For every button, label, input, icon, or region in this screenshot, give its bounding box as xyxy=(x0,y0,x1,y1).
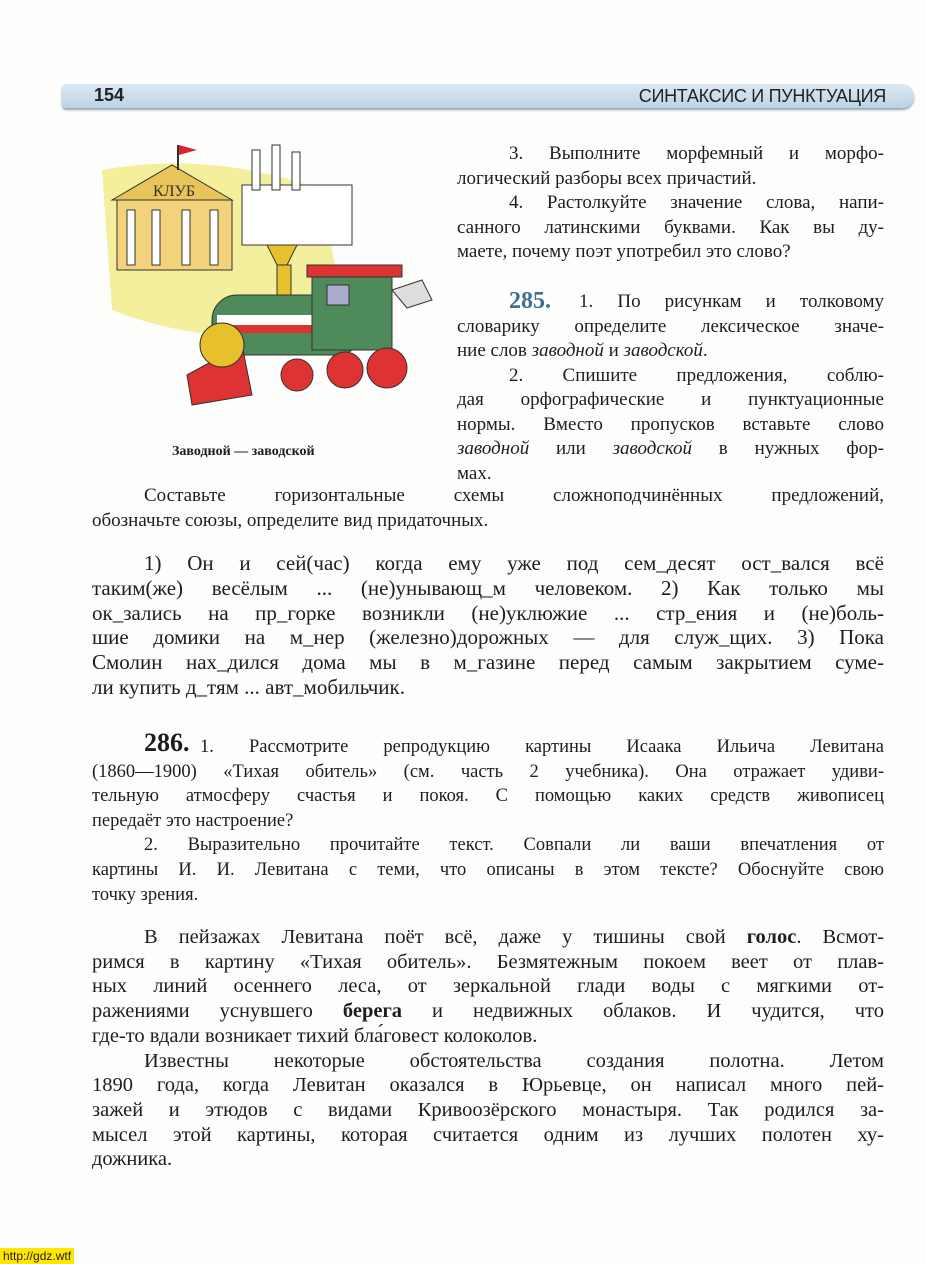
text-segment: мысел этой картины, которая считается одним из лучших полотен ху- xyxy=(92,1123,884,1146)
text-segment: логический разборы всех причастий. xyxy=(457,167,757,189)
text-segment: В пейзажах Левитана поёт всё, даже у тишины свой xyxy=(144,926,747,948)
text-segment: и xyxy=(603,340,624,361)
text-line xyxy=(92,925,884,950)
text-segment: тельную атмосферу счастья и покоя. С помощью каких средств живописец xyxy=(92,786,884,807)
text-segment: Известны некоторые обстоятельства создания полотна. Летом xyxy=(144,1049,884,1072)
text-line xyxy=(457,437,884,462)
text-segment: ок_зались на пр_горке возникли (не)уклюжие ... стр_ения и (не)боль- xyxy=(92,600,884,625)
text-segment: дая орфографические и пунктуационные xyxy=(457,389,884,410)
text-segment: обозначьте союзы, определите вид придаточных. xyxy=(92,510,489,531)
text-line xyxy=(92,650,884,675)
text-line xyxy=(92,833,884,858)
text-line xyxy=(92,576,884,601)
text-line xyxy=(92,508,884,533)
italic-word: заводной xyxy=(531,340,604,361)
text-segment: ных линий осеннего леса, от зеркальной глади воды с мягкими от- xyxy=(92,975,884,998)
text-segment: ражениями уснувшего xyxy=(92,1000,343,1023)
text-segment: Составьте горизонтальные схемы сложноподчинённых предложений, xyxy=(144,485,884,506)
text-line xyxy=(92,784,884,809)
text-segment: ли купить д_тям ... авт_мобильчик. xyxy=(92,674,405,699)
text-segment: (1860—1900) «Тихая обитель» (см. часть 2 учебника). Она отражает удиви- xyxy=(92,761,884,782)
text-segment: дожника. xyxy=(92,1148,173,1171)
text-line xyxy=(92,551,884,576)
text-segment: Смолин нах_дился дома мы в м_газине перед самым закрытием суме- xyxy=(92,650,884,675)
bold-word: голос xyxy=(746,926,797,948)
text-segment: ние слов xyxy=(457,340,532,361)
illustration-club-and-toy-train xyxy=(92,130,457,430)
italic-word: заводской xyxy=(612,438,692,459)
text-line xyxy=(457,364,884,389)
factory-icon xyxy=(242,145,352,245)
text-line xyxy=(92,1024,884,1049)
text-segment: 3. Выполните морфемный и морфо- xyxy=(509,143,884,164)
bold-word: берега xyxy=(342,1000,403,1023)
text-line xyxy=(92,1098,884,1123)
text-segment: 1) Он и сей(час) когда ему уже под сем_десят ост_вался всё xyxy=(144,551,884,575)
text-segment: 1. По рисункам и толковому xyxy=(579,291,884,312)
text-line xyxy=(92,999,884,1024)
text-line xyxy=(457,315,884,340)
text-line xyxy=(92,809,884,834)
text-segment: шие домики на м_нер (железно)дорожных — для служ_щих. 3) Пока xyxy=(92,625,884,650)
reading-text xyxy=(92,925,884,1172)
text-line xyxy=(92,1073,884,1098)
text-line xyxy=(92,760,884,785)
text-segment: нормы. Вместо пропусков вставьте слово xyxy=(457,413,884,435)
text-line xyxy=(457,191,884,216)
illustration-caption: Заводной — заводской xyxy=(172,444,315,459)
text-segment: в нужных фор- xyxy=(692,438,884,459)
exercise-number: 286. xyxy=(144,728,190,757)
text-segment: картины И. И. Левитана с теми, что описаны в этом тексте? Обоснуйте свою xyxy=(92,859,884,880)
text-segment: 1. Рассмотрите репродукцию картины Исаака Ильича Левитана xyxy=(200,737,884,757)
watermark-url: http://gdz.wtf xyxy=(0,1248,74,1264)
right-column-tasks xyxy=(457,142,884,265)
text-segment: 2. Спишите предложения, соблю- xyxy=(509,364,884,386)
text-line xyxy=(92,1147,884,1172)
text-line xyxy=(92,675,884,700)
text-segment: точку зрения. xyxy=(92,884,199,905)
text-line xyxy=(457,142,884,167)
text-line xyxy=(457,167,884,192)
text-line xyxy=(457,413,884,438)
text-segment: римся в картину «Тихая обитель». Безмятежным покоем веет от плав- xyxy=(92,950,884,973)
text-line xyxy=(92,974,884,999)
page-number: 154 xyxy=(94,85,125,105)
text-segment: санного латинскими буквами. Как вы ду- xyxy=(457,216,884,238)
text-segment: 1890 года, когда Левитан оказался в Юрьевце, он написал много пей- xyxy=(92,1074,884,1097)
text-segment: 4. Растолкуйте значение слова, напи- xyxy=(509,192,884,213)
text-line xyxy=(92,858,884,883)
exercise-sentences xyxy=(92,551,884,700)
exercise-286 xyxy=(92,728,884,907)
text-line xyxy=(92,1123,884,1148)
text-line xyxy=(92,1049,884,1074)
text-line xyxy=(457,339,884,364)
text-segment: и недвижных облаков. И чудится, что xyxy=(402,1000,884,1023)
task-instructions xyxy=(92,483,884,533)
section-title: СИНТАКСИС И ПУНКТУАЦИЯ xyxy=(638,86,886,106)
text-line xyxy=(457,216,884,241)
text-segment: мах. xyxy=(457,462,492,484)
text-line xyxy=(92,883,884,908)
text-line xyxy=(92,735,884,760)
text-line xyxy=(92,950,884,975)
text-segment: передаёт это настроение? xyxy=(92,810,294,831)
page-header xyxy=(62,84,914,108)
text-segment: или xyxy=(529,438,613,459)
text-line xyxy=(457,388,884,413)
italic-word: заводской xyxy=(623,340,703,361)
text-segment: зажей и этюдов с видами Кривоозёрского монастыря. Так родился за- xyxy=(92,1098,884,1121)
text-segment: маете, почему поэт употребил это слово? xyxy=(457,241,791,262)
text-segment: таким(же) весёлым ... (не)унывающ_м человеком. 2) Как только мы xyxy=(92,575,884,600)
text-segment: где-то вдали возникает тихий бла́говест колоколов. xyxy=(92,1024,538,1047)
text-line xyxy=(92,625,884,650)
text-line xyxy=(92,483,884,508)
exercise-285 xyxy=(457,290,884,486)
text-line xyxy=(92,601,884,626)
italic-word: заводной xyxy=(457,438,530,459)
text-line xyxy=(457,240,884,265)
exercise-number: 285. xyxy=(509,288,551,314)
text-segment: . Всмот- xyxy=(796,926,884,948)
text-segment: . xyxy=(702,340,708,361)
text-segment: словарику определите лексическое значе- xyxy=(457,315,884,337)
svg-text:КЛУБ: КЛУБ xyxy=(152,183,196,200)
text-segment: 2. Выразительно прочитайте текст. Совпали ли ваши впечатления от xyxy=(144,835,884,856)
